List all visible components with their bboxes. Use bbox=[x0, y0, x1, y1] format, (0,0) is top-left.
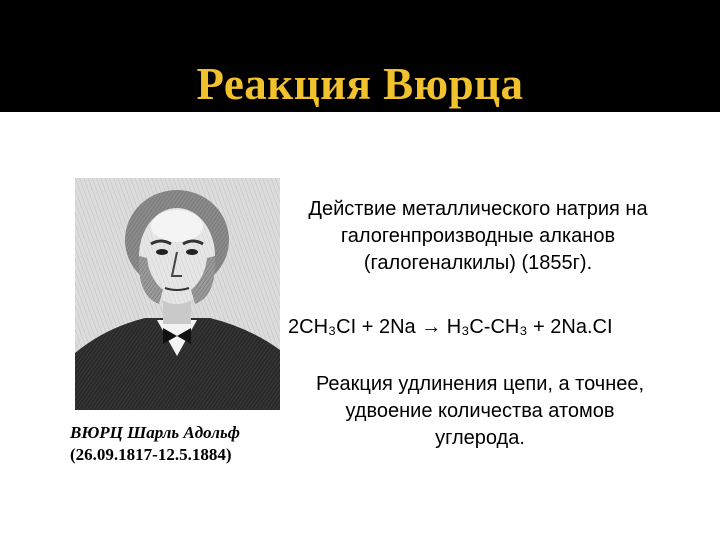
definition-line: галогенпроизводные алканов bbox=[340, 225, 616, 247]
definition-line: (галогеналкилы) (1855г). bbox=[363, 252, 593, 274]
description-line: удвоение количества атомов bbox=[345, 400, 615, 422]
caption-dates: (26.09.1817-12.5.1884) bbox=[70, 445, 232, 464]
slide-title: Реакция Вюрца bbox=[196, 59, 524, 109]
description-paragraph bbox=[272, 371, 688, 452]
caption-name: ВЮРЦ Шарль Адольф bbox=[70, 423, 240, 442]
portrait-image bbox=[75, 178, 280, 410]
engraving-portrait bbox=[75, 178, 280, 410]
portrait-caption bbox=[70, 422, 300, 466]
description-line: углерода. bbox=[435, 427, 525, 449]
reaction-equation: 2CH₃CI + 2Na → H₃C-CH₃ + 2Na.CI bbox=[288, 316, 613, 338]
definition-paragraph bbox=[268, 196, 688, 277]
definition-line: Действие металлического натрия на bbox=[308, 198, 648, 220]
description-line: Реакция удлинения цепи, а точнее, bbox=[315, 373, 645, 395]
